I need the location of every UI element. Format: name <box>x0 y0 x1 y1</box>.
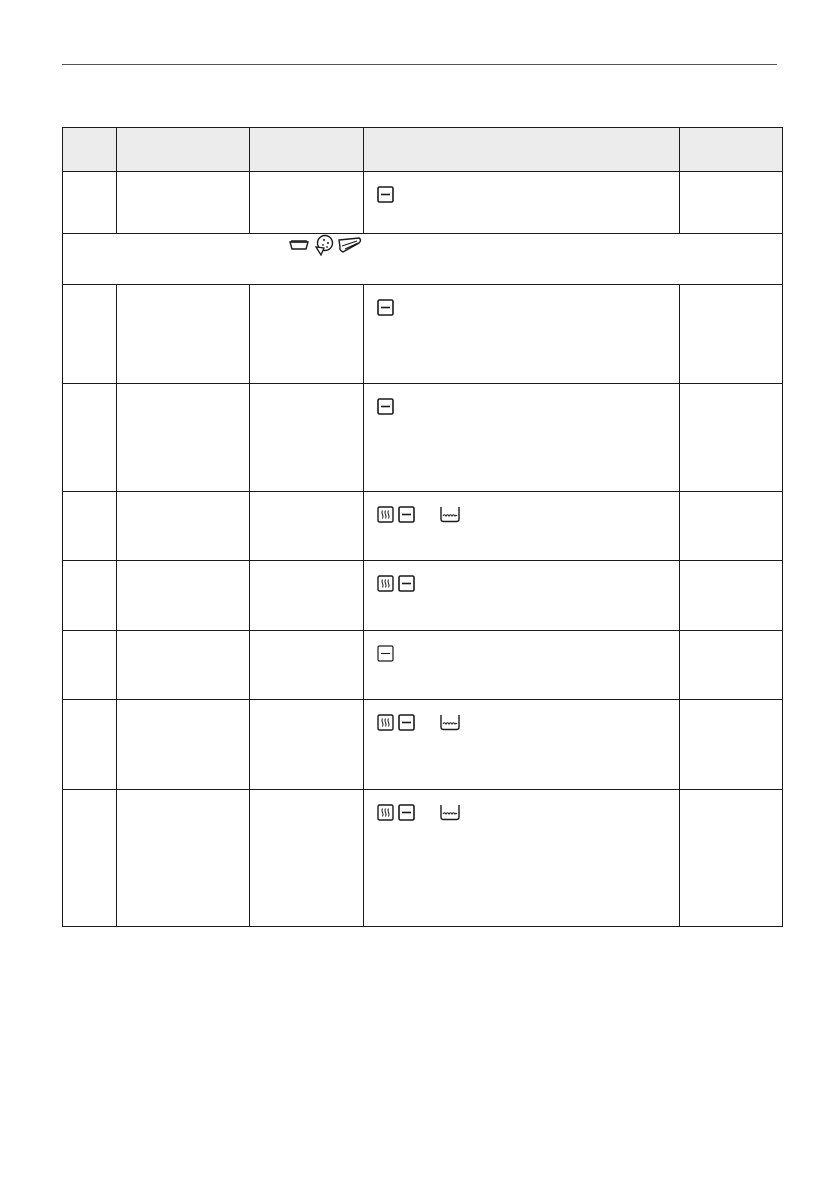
table-row <box>63 285 783 384</box>
water-tray-icon <box>439 506 461 523</box>
top-heat-icon <box>398 575 415 592</box>
function-cell <box>364 561 680 631</box>
table-row <box>63 492 783 561</box>
function-cell <box>364 285 680 384</box>
header-rule <box>62 64 777 65</box>
header-cell-3 <box>250 128 364 172</box>
top-heat-icon <box>377 398 394 415</box>
table-row <box>63 384 783 492</box>
function-cell <box>364 172 680 234</box>
section-row <box>63 234 783 285</box>
top-heat-icon <box>398 714 415 731</box>
table-row <box>63 790 783 927</box>
function-cell <box>364 492 680 561</box>
table-row <box>63 631 783 700</box>
header-cell-2 <box>117 128 250 172</box>
top-heat-icon <box>377 645 394 662</box>
steam-icon <box>377 714 394 731</box>
top-heat-icon <box>377 186 394 203</box>
function-cell <box>364 384 680 492</box>
table-header-row <box>63 128 783 172</box>
water-tray-icon <box>439 804 461 821</box>
function-cell <box>364 631 680 700</box>
pizza-icon <box>313 234 335 256</box>
header-cell-5 <box>680 128 783 172</box>
top-heat-icon <box>398 506 415 523</box>
baking-tray-icon <box>288 237 310 253</box>
header-cell-4 <box>364 128 680 172</box>
steam-icon <box>377 804 394 821</box>
header-cell-1 <box>63 128 117 172</box>
bread-slice-icon <box>337 236 363 254</box>
table-row <box>63 700 783 790</box>
top-heat-icon <box>377 299 394 316</box>
steam-icon <box>377 575 394 592</box>
function-cell <box>364 790 680 927</box>
top-heat-icon <box>398 804 415 821</box>
water-tray-icon <box>439 714 461 731</box>
program-table <box>62 127 783 927</box>
table-row <box>63 561 783 631</box>
table-row <box>63 172 783 234</box>
function-cell <box>364 700 680 790</box>
steam-icon <box>377 506 394 523</box>
